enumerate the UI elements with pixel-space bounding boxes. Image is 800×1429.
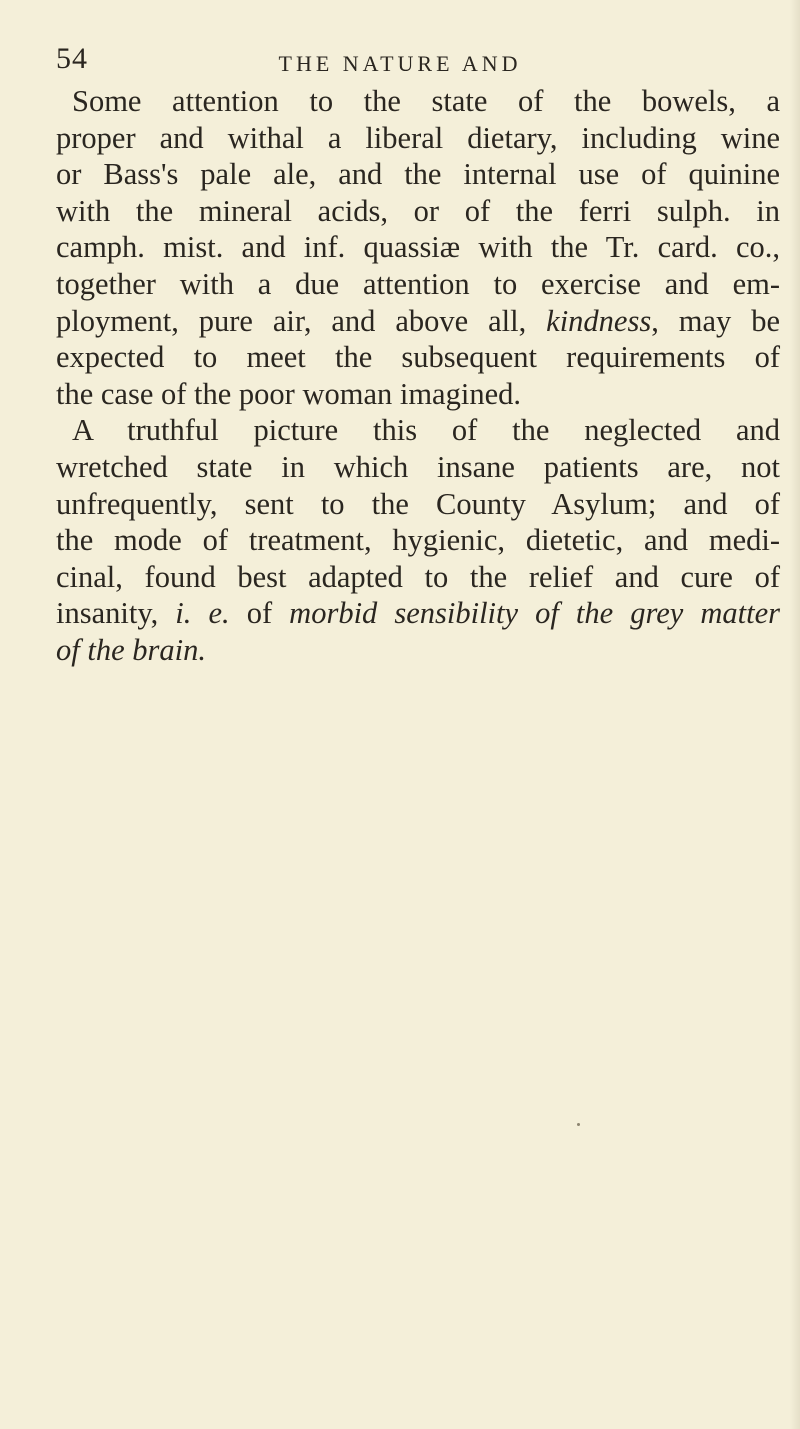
text-segment: ployment, pure air, and above all, (56, 303, 547, 338)
text-line (56, 120, 780, 157)
text-segment: together with a due attention to exercise and em- (56, 266, 780, 301)
text-line (56, 229, 780, 266)
text-segment: or Bass's pale ale, and the internal use of quinine (56, 157, 780, 192)
page-edge-shadow (790, 0, 800, 1429)
text-segment: proper and withal a liberal dietary, including wine (56, 120, 780, 155)
text-line (56, 303, 780, 340)
page-number: 54 (56, 42, 88, 75)
text-segment: cinal, found best adapted to the relief and cure of (56, 559, 780, 594)
text-line (56, 632, 780, 669)
text-segment: Some attention to the state of the bowels, a (72, 84, 780, 118)
text-segment: the case of the poor woman imagined. (56, 376, 521, 411)
text-segment: wretched state in which insane patients are, not (56, 449, 780, 484)
text-segment: A truthful picture this of the neglected and (72, 413, 780, 448)
text-line (56, 83, 780, 120)
text-line (56, 376, 780, 413)
text-line (56, 595, 780, 632)
text-segment: unfrequently, sent to the County Asylum; and of (56, 486, 780, 521)
italic-text: morbid sensibility of the grey matter (289, 596, 780, 631)
text-line (56, 559, 780, 596)
body-text (56, 83, 780, 669)
italic-text: of the brain. (56, 632, 206, 667)
running-head: THE NATURE AND (278, 51, 522, 76)
text-segment: expected to meet the subsequent requirements of (56, 340, 780, 375)
text-segment: with the mineral acids, or of the ferri sulph. in (56, 193, 780, 228)
text-line (56, 339, 780, 376)
text-line (56, 486, 780, 523)
text-line (56, 156, 780, 193)
italic-text: kindness (546, 303, 652, 338)
text-segment: , may be (651, 303, 780, 338)
text-segment: the mode of treatment, hygienic, dietetic, and medi- (56, 523, 780, 558)
text-segment: of (229, 596, 290, 631)
italic-text: i. e. (175, 596, 230, 631)
text-segment: camph. mist. and inf. quassiæ with the Tr. card. co., (56, 230, 780, 265)
text-line (56, 412, 780, 449)
paper-speck (577, 1123, 580, 1126)
text-line (56, 522, 780, 559)
text-line (56, 193, 780, 230)
text-segment: insanity, (56, 596, 176, 631)
text-line (56, 449, 780, 486)
text-line (56, 266, 780, 303)
